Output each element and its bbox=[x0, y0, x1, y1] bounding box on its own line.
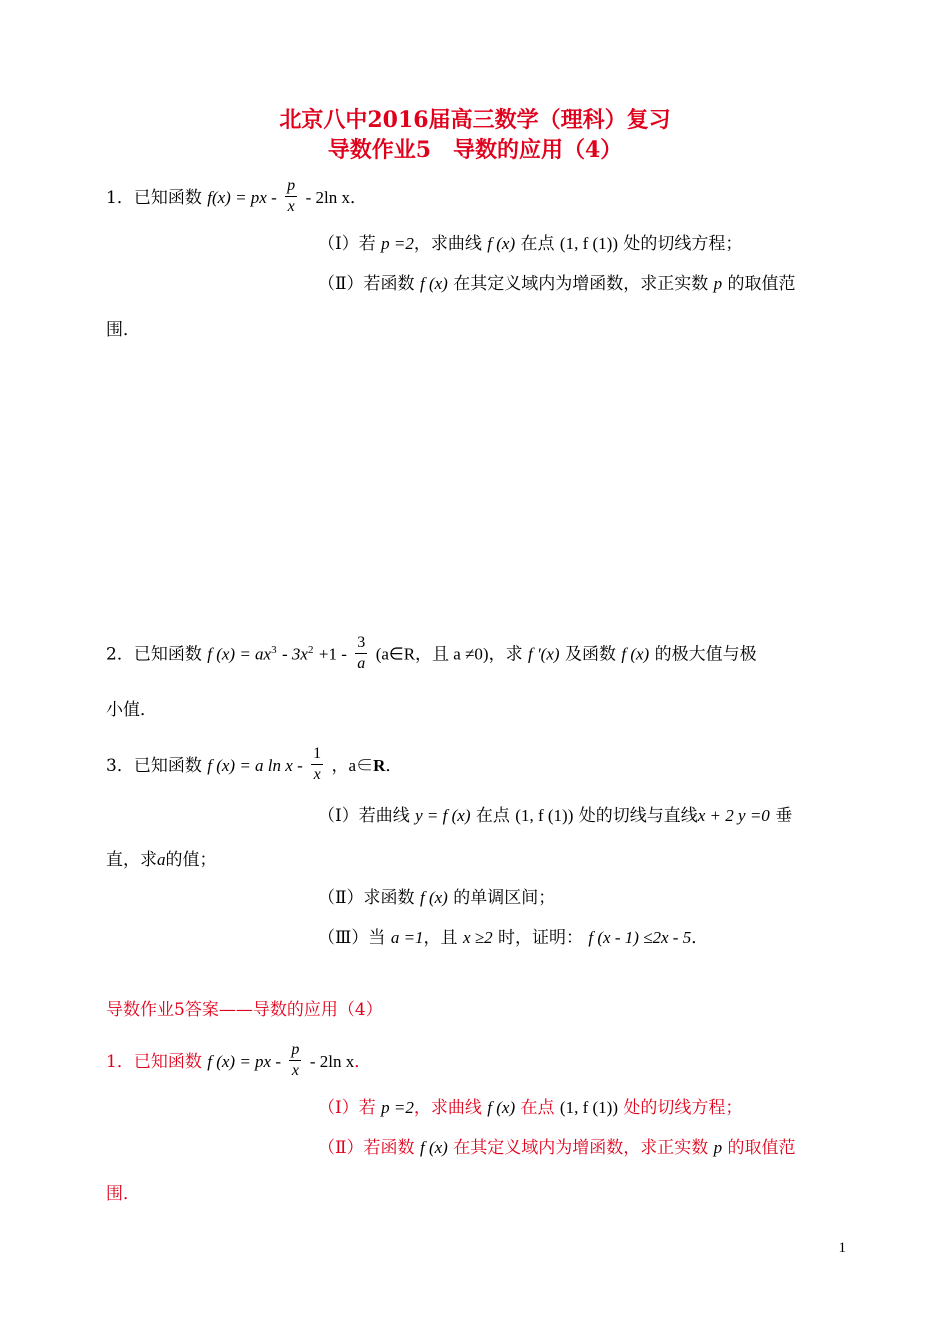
q3-part1-cont: 直，求a的值； bbox=[106, 850, 217, 870]
q3-part3: （Ⅲ）当 a =1，且 x ≥2 时，证明： f (x - 1) ≤2x - 5． bbox=[318, 928, 709, 948]
q3-statement: 3．已知函数 f (x) = a ln x - $\frac{1}{x}$ ，a∈R． bbox=[106, 745, 403, 783]
q3-part1: （Ⅰ）若曲线 y = f (x) 在点 (1, f (1)) 处的切线与直线x + 2 y =0 垂 bbox=[318, 806, 793, 826]
q2-statement: 2．已知函数 f $(x) = ax^3 - 3x^2 +1$ - $\frac{3}{a}$ (a∈R，且 a ≠0)，求 f ′(x) 及函数 f (x) 的极大值与极 bbox=[106, 633, 757, 672]
q3-part2: （Ⅱ）求函数 f (x) 的单调区间； bbox=[318, 888, 556, 908]
answer-q1-part2: （Ⅱ）若函数 f (x) 在其定义域内为增函数，求正实数 p 的取值范 bbox=[318, 1138, 796, 1158]
page-title: 北京八中2016届高三数学（理科）复习 bbox=[279, 107, 671, 133]
page-subtitle: 导数作业5 导数的应用（4） bbox=[327, 137, 623, 163]
answer-q1-fraction: $\frac{p}{x}$ bbox=[291, 1041, 300, 1079]
q1-statement bbox=[106, 178, 367, 219]
page-number: 1 bbox=[838, 1240, 846, 1256]
answer-q1-part2-cont: 围． bbox=[106, 1184, 140, 1204]
q1-fraction: $\frac{p}{x}$ bbox=[287, 177, 296, 215]
answer-q1-statement: 1．已知函数 f (x) = px - $\frac{p}{x}$ - 2ln x． bbox=[106, 1041, 372, 1079]
q3-fraction: $\frac{1}{x}$ bbox=[313, 745, 322, 783]
q1-func: f bbox=[207, 188, 212, 207]
q1-func-b: (x) = px - bbox=[211, 188, 277, 207]
q2-cont: 小值． bbox=[106, 700, 157, 720]
q1-part1: （Ⅰ）若 p =2，求曲线 f (x) 在点 (1, f (1)) 处的切线方程； bbox=[318, 234, 743, 254]
answer-q1-part1: （Ⅰ）若 p =2，求曲线 f (x) 在点 (1, f (1)) 处的切线方程； bbox=[318, 1098, 743, 1118]
q1-part2: （Ⅱ）若函数 f (x) 在其定义域内为增函数，求正实数 p 的取值范 bbox=[318, 274, 796, 294]
answers-heading: 导数作业5答案——导数的应用（4） bbox=[106, 1000, 383, 1020]
q1-label: 1．已知函数 bbox=[106, 188, 202, 208]
q1-part2-cont: 围． bbox=[106, 320, 140, 340]
q1-func-tail: - 2ln x． bbox=[305, 188, 367, 207]
q2-fraction: $\frac{3}{a}$ bbox=[357, 633, 366, 672]
